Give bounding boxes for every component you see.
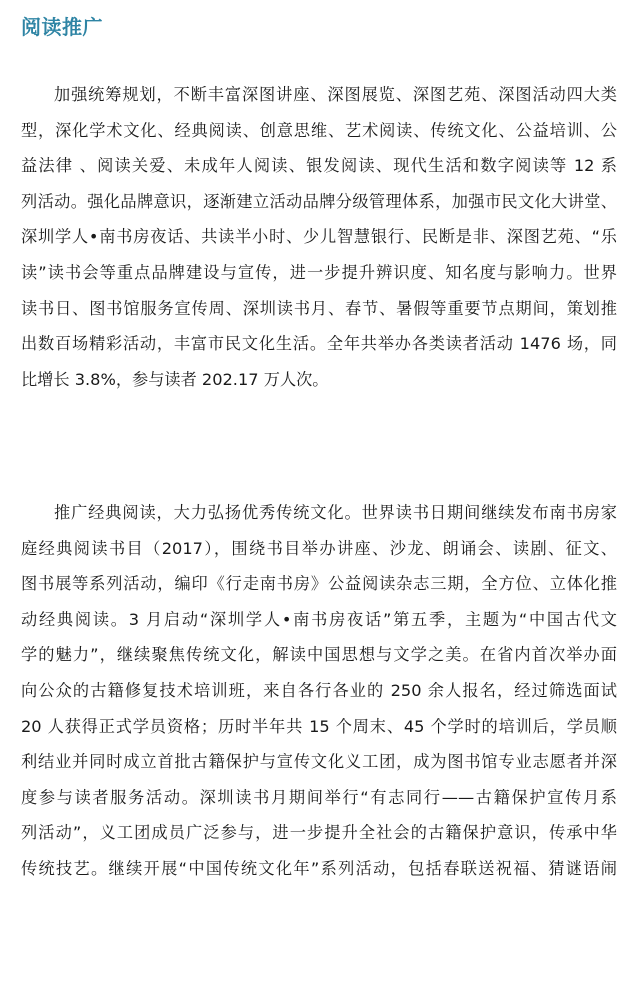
text-line: 深圳学人•南书房夜话、共读半小时、少儿智慧银行、民断是非、深图艺苑、“乐 bbox=[21, 227, 617, 247]
paragraph-classics bbox=[21, 495, 617, 887]
text-line: 度参与读者服务活动。深圳读书月期间举行“有志同行——古籍保护宣传月系 bbox=[21, 787, 617, 807]
text-line: 比增长 3.8%，参与读者 202.17 万人次。 bbox=[21, 369, 329, 389]
text-line: 学的魅力”，继续聚焦传统文化，解读中国思想与文学之美。在省内首次举办面 bbox=[21, 645, 617, 665]
text-line: 加强统筹规划，不断丰富深图讲座、深图展览、深图艺苑、深图活动四大类 bbox=[54, 85, 617, 104]
text-line: 读书日、图书馆服务宣传周、深圳读书月、春节、暑假等重要节点期间，策划推 bbox=[21, 298, 617, 318]
text-line: 图书展等系列活动，编印《行走南书房》公益阅读杂志三期，全方位、立体化推 bbox=[21, 574, 617, 594]
text-line: 读”读书会等重点品牌建设与宣传，进一步提升辨识度、知名度与影响力。世界 bbox=[21, 262, 617, 282]
text-line: 推广经典阅读，大力弘扬优秀传统文化。世界读书日期间继续发布南书房家 bbox=[54, 503, 617, 522]
section-title: 阅读推广 bbox=[21, 15, 103, 39]
text-line: 庭经典阅读书目（2017），围绕书目举办讲座、沙龙、朗诵会、读剧、征文、 bbox=[21, 538, 617, 558]
text-line: 列活动。强化品牌意识，逐渐建立活动品牌分级管理体系，加强市民文化大讲堂、 bbox=[21, 191, 617, 211]
text-line: 动经典阅读。3 月启动“深圳学人•南书房夜话”第五季，主题为“中国古代文 bbox=[21, 609, 617, 629]
text-line: 益法律 、阅读关爱、未成年人阅读、银发阅读、现代生活和数字阅读等 12 系 bbox=[21, 156, 617, 176]
paragraph-activities bbox=[21, 77, 617, 397]
text-line: 型，深化学术文化、经典阅读、创意思维、艺术阅读、传统文化、公益培训、公 bbox=[21, 120, 617, 140]
text-line: 出数百场精彩活动，丰富市民文化生活。全年共举办各类读者活动 1476 场，同 bbox=[21, 334, 617, 354]
text-line: 传统技艺。继续开展“中国传统文化年”系列活动，包括春联送祝福、猜谜语闹 bbox=[21, 858, 617, 878]
text-line: 利结业并同时成立首批古籍保护与宣传文化义工团，成为图书馆专业志愿者并深 bbox=[21, 752, 617, 772]
text-line: 20 人获得正式学员资格；历时半年共 15 个周末、45 个学时的培训后，学员顺 bbox=[21, 716, 617, 736]
text-line: 列活动”，义工团成员广泛参与，进一步提升全社会的古籍保护意识，传承中华 bbox=[21, 823, 617, 843]
text-line: 向公众的古籍修复技术培训班，来自各行各业的 250 余人报名，经过筛选面试 bbox=[21, 680, 617, 700]
